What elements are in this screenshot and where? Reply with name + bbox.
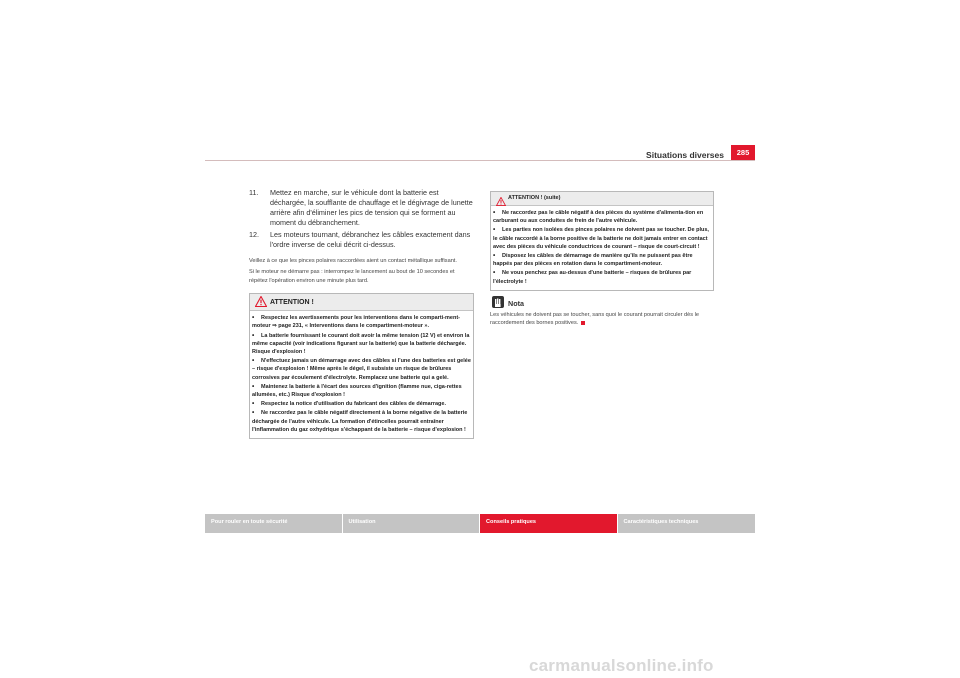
warning-title: ATTENTION ! (suite): [508, 195, 561, 201]
bullet-icon: •: [493, 269, 496, 277]
step-number: 11.: [249, 188, 259, 197]
tab-technical-specs[interactable]: Caractéristiques techniques: [618, 514, 756, 533]
note-block: [490, 299, 714, 328]
warning-box: [249, 293, 474, 439]
warning-item-text: Ne vous penchez pas au-dessus d'une batterie – risques de brûlures par l'électrolyte !: [493, 270, 692, 285]
warning-item-text: La batterie fournissant le courant doit avoir la même tension (12 V) et environ la même capacité (voir indications figurant sur la batterie) que la batterie déchargée. Risque d'explosion !: [252, 332, 470, 356]
warning-item-text: Maintenez la batterie à l'écart des sources d'ignition (flamme nue, ciga-rettes allumées, etc.) Risque d'explosion !: [252, 383, 462, 399]
warning-triangle-icon: [255, 296, 267, 311]
warning-header: [250, 294, 473, 311]
step-item: [249, 230, 474, 250]
bullet-icon: •: [252, 314, 255, 322]
warning-item-text: Disposez les câbles de démarrage de manière qu'ils ne puissent pas être happés par des pièces en rotation dans le compartiment-moteur.: [493, 253, 693, 268]
paragraph: Veillez à ce que les pinces polaires raccordées aient un contact métallique suffisant.: [249, 258, 457, 264]
warning-item-text: Les parties non isolées des pinces polaires ne doivent pas se toucher. De plus, le câble raccordé à la borne positive de la batterie ne doit jamais entrer en contact avec des pièces du véhicule conductrices de courant – risque de court-circuit !: [493, 227, 709, 250]
warning-item: [252, 383, 471, 399]
warning-item-text: Respectez les avertissements pour les interventions dans le comparti-ment-moteur ⇒ page 231, « Interventions dans le compartiment-moteur ».: [252, 315, 460, 330]
bullet-icon: •: [252, 400, 255, 408]
step-item: [249, 188, 474, 228]
warning-item: [493, 269, 711, 285]
section-tabs: [205, 514, 755, 533]
warning-item-text: Ne raccordez pas le câble négatif à des pièces du système d'alimenta-tion en carburant ou aux conduites de frein de l'autre véhicule.: [493, 210, 704, 225]
header-rule: [205, 160, 755, 161]
warning-body: [491, 206, 713, 290]
bullet-icon: •: [252, 409, 255, 417]
page-section-title: Situations diverses: [646, 150, 724, 160]
watermark: carmanualsonline.info: [529, 656, 714, 675]
step-number: 12.: [249, 230, 259, 239]
red-square-end-icon: [581, 321, 585, 325]
bullet-icon: •: [252, 357, 255, 365]
note-text-content: Les véhicules ne doivent pas se toucher, sans quoi le courant pourrait circuler dès le raccordement des bornes positives.: [490, 311, 699, 327]
tab-safety[interactable]: Pour rouler en toute sécurité: [205, 514, 343, 533]
note-header: [490, 299, 714, 311]
bullet-icon: •: [252, 382, 255, 390]
warning-item: [493, 209, 711, 225]
note-text: [490, 311, 714, 328]
bullet-icon: •: [493, 226, 496, 234]
bullet-icon: •: [493, 209, 496, 216]
warning-item: [252, 332, 471, 357]
warning-item: [493, 226, 711, 251]
warning-item: [252, 409, 471, 434]
paragraph: Si le moteur ne démarre pas : interrompez le lancement au bout de 10 secondes et répétez l'opération environ une minute plus tard.: [249, 269, 455, 284]
tab-practical-tips[interactable]: Conseils pratiques: [480, 514, 618, 533]
note-hand-icon: [492, 296, 504, 308]
bullet-icon: •: [493, 252, 496, 260]
warning-item-text: Ne raccordez pas le câble négatif directement à la borne négative de la batterie déchargée de l'autre véhicule. La formation d'étincelles pourrait entraîner l'inflammation du gaz oxhydrique s'échappant de la batterie – risque d'explosion !: [252, 410, 468, 433]
warning-title: ATTENTION !: [270, 299, 314, 307]
warning-item: [252, 357, 471, 382]
tab-usage[interactable]: Utilisation: [343, 514, 481, 533]
left-column: [249, 188, 474, 439]
warning-body: [250, 311, 473, 438]
step-text: Mettez en marche, sur le véhicule dont la batterie est déchargée, la soufflante de chauffage et le dégivrage de lunette arrière afin d'éliminer les pics de tension qui se forment au moment du débranchement.: [270, 188, 473, 227]
right-column: [490, 191, 714, 328]
bullet-icon: •: [252, 331, 255, 339]
page-number: 285: [731, 145, 755, 160]
warning-box-continued: [490, 191, 714, 291]
warning-item: [252, 400, 471, 408]
note-title: Nota: [508, 298, 524, 308]
warning-header: [491, 192, 713, 206]
warning-item-text: Respectez la notice d'utilisation du fabricant des câbles de démarrage.: [261, 401, 447, 408]
warning-item-text: N'effectuez jamais un démarrage avec des câbles si l'une des batteries est gelée – risque d'explosion ! Même après le dégel, il subsiste un risque de brûlures corrosives par écoulement d'électrolyte. Remplacez une batterie qui a gelé.: [252, 358, 471, 381]
warning-item: [493, 252, 711, 268]
warning-triangle-icon: [496, 193, 506, 211]
warning-item: [252, 314, 471, 330]
step-text: Les moteurs tournant, débranchez les câbles exactement dans l'ordre inverse de celui décrit ci-dessus.: [270, 230, 471, 249]
